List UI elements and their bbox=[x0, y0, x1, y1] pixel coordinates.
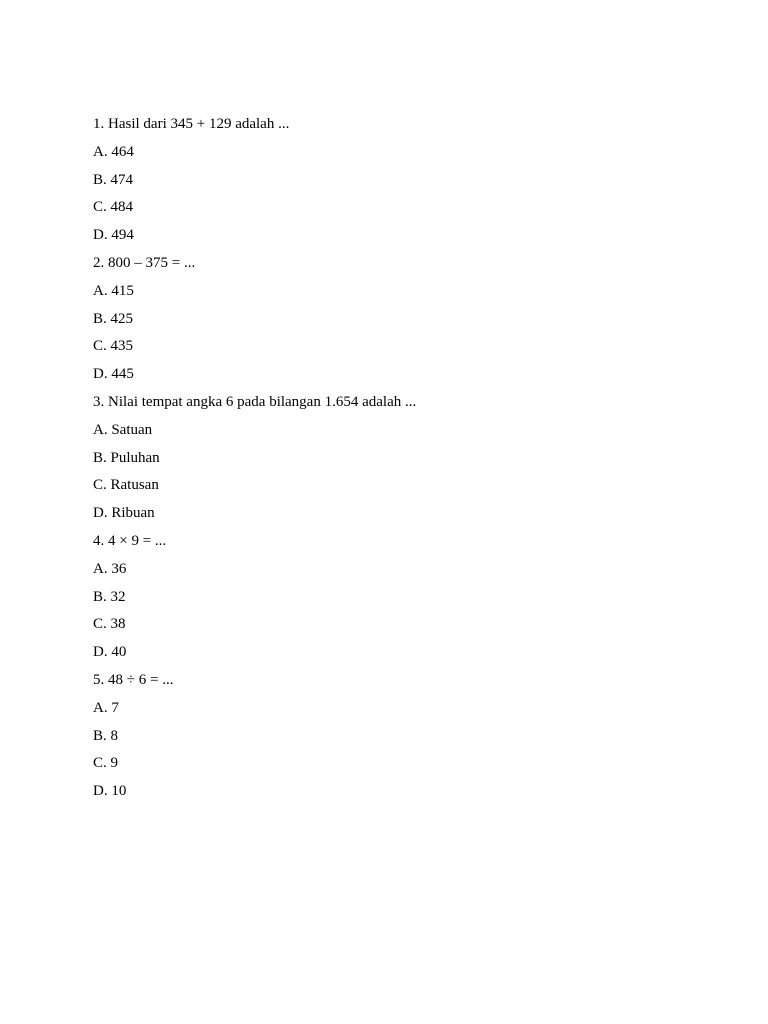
answer-option: D. 494 bbox=[93, 227, 134, 244]
answer-option: B. 32 bbox=[93, 588, 126, 605]
answer-option: C. 9 bbox=[93, 755, 119, 772]
answer-option: A. Satuan bbox=[93, 421, 153, 438]
question-prompt: 2. 800 – 375 = ... bbox=[93, 254, 196, 271]
question-2 bbox=[93, 253, 693, 392]
answer-option: B. Puluhan bbox=[93, 449, 160, 466]
answer-option: A. 36 bbox=[93, 560, 127, 577]
answer-option: B. 474 bbox=[93, 171, 134, 188]
question-3 bbox=[93, 392, 693, 531]
answer-option: C. 435 bbox=[93, 338, 134, 355]
answer-option: C. 38 bbox=[93, 616, 126, 633]
answer-option: A. 415 bbox=[93, 282, 134, 299]
question-prompt: 1. Hasil dari 345 + 129 adalah ... bbox=[93, 116, 290, 132]
answer-option: D. Ribuan bbox=[93, 505, 155, 522]
question-prompt: 4. 4 × 9 = ... bbox=[93, 532, 167, 549]
answer-option: C. 484 bbox=[93, 199, 134, 216]
question-prompt: 5. 48 ÷ 6 = ... bbox=[93, 671, 174, 688]
question-4 bbox=[93, 531, 693, 670]
answer-option: D. 40 bbox=[93, 644, 127, 661]
question-prompt: 3. Nilai tempat angka 6 pada bilangan 1.654 adalah ... bbox=[93, 393, 417, 410]
question-1 bbox=[93, 114, 693, 253]
answer-option: C. Ratusan bbox=[93, 477, 159, 494]
document-body bbox=[93, 114, 693, 809]
answer-option: A. 7 bbox=[93, 699, 119, 716]
answer-option: D. 10 bbox=[93, 783, 127, 800]
answer-option: A. 464 bbox=[93, 143, 134, 160]
answer-option: B. 8 bbox=[93, 727, 119, 744]
answer-option: D. 445 bbox=[93, 366, 134, 383]
question-5 bbox=[93, 670, 693, 809]
answer-option: B. 425 bbox=[93, 310, 134, 327]
